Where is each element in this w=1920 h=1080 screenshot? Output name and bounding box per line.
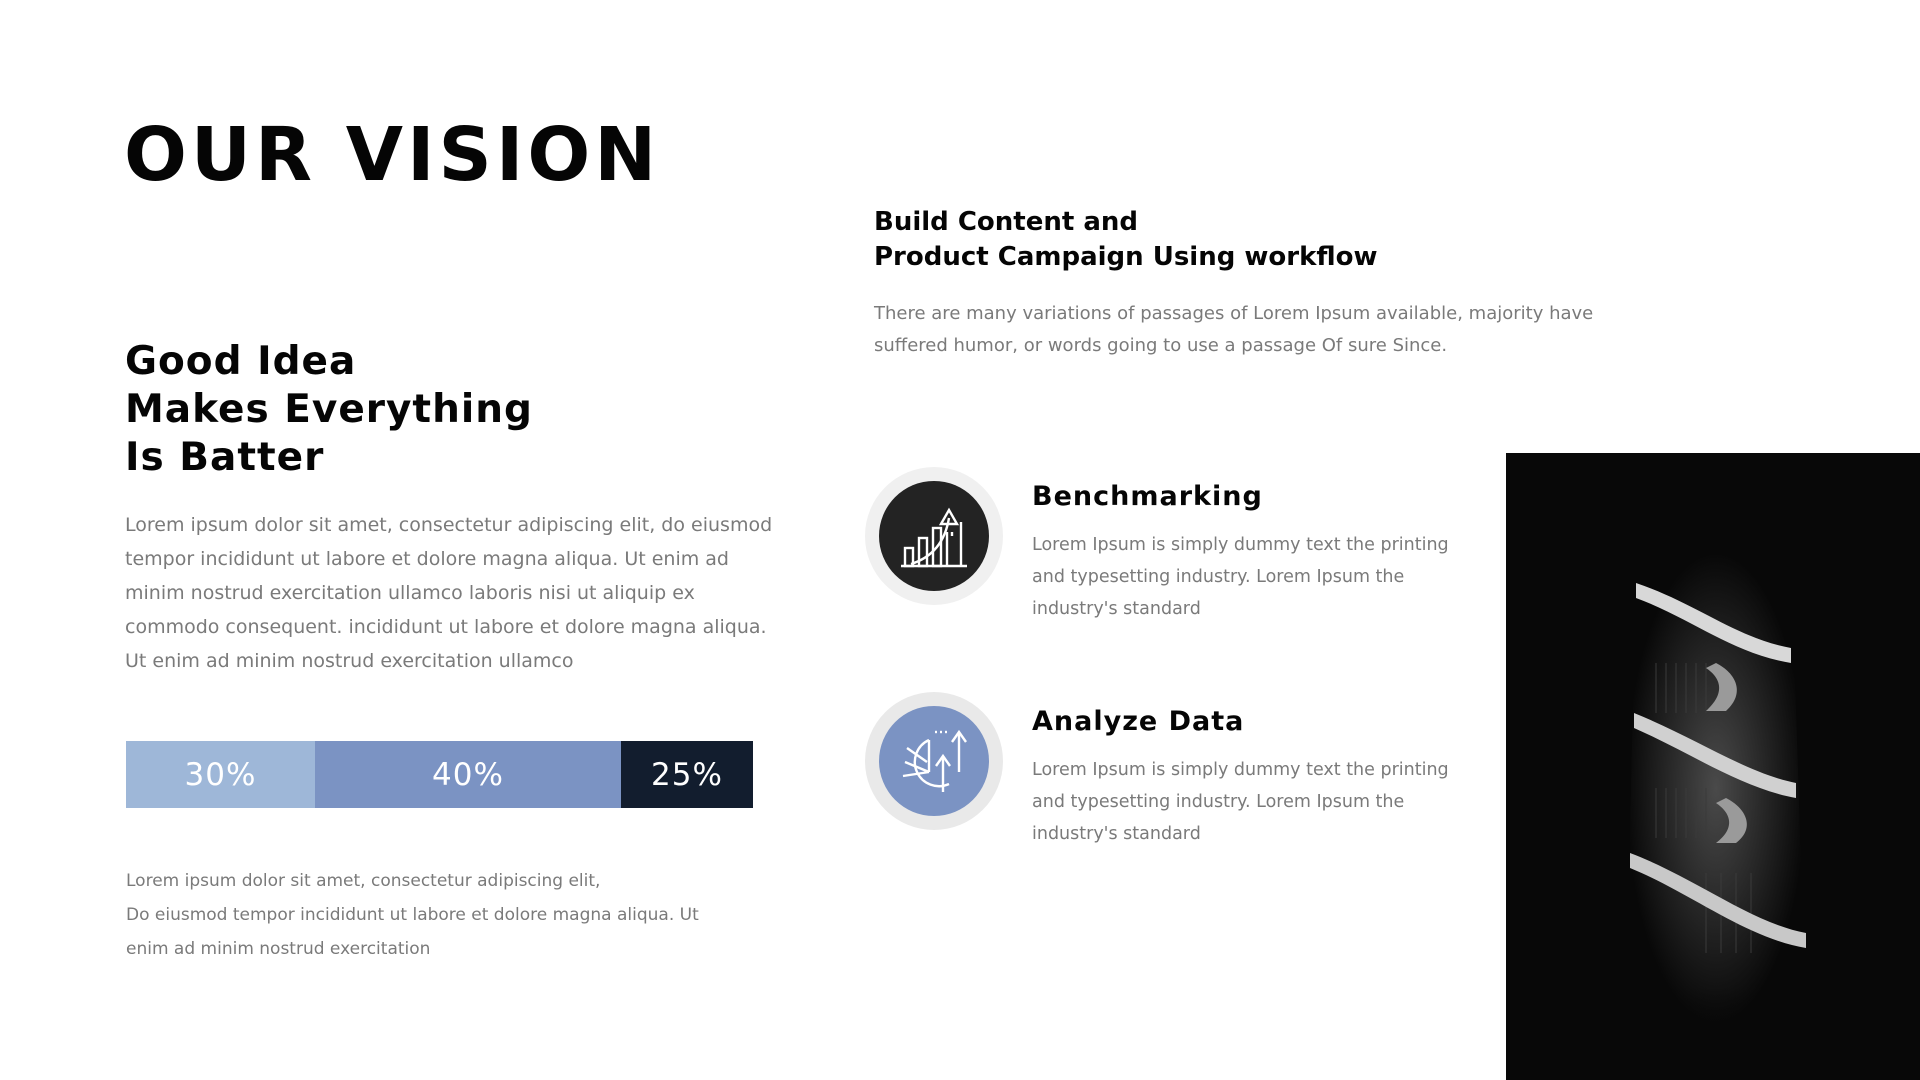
headline-line: Makes Everything	[125, 387, 533, 432]
icon-ring	[865, 467, 1003, 605]
section-body: There are many variations of passages of Lorem Ipsum available, majority have suffered humor, or words going to use a passage Of sure Since.	[874, 303, 1594, 356]
section-heading-line: Build Content and	[874, 207, 1138, 237]
bar-segment-40: 40%	[315, 741, 621, 808]
icon-disc	[879, 706, 989, 816]
feature-benchmarking	[865, 467, 1449, 619]
progress-bar	[126, 741, 753, 808]
headline	[125, 338, 533, 482]
feature-analyze-data	[865, 692, 1449, 844]
icon-ring	[865, 692, 1003, 830]
feature-body: Lorem Ipsum is simply dummy text the printing and typesetting industry. Lorem Ipsum the industry's standard	[1032, 535, 1449, 619]
slide-title: OUR VISION	[124, 112, 661, 198]
feature-title: Benchmarking	[1032, 481, 1263, 512]
section-heading	[874, 205, 1378, 275]
bar-segment-30: 30%	[126, 741, 315, 808]
staircase-image	[1506, 453, 1920, 1080]
feature-body: Lorem Ipsum is simply dummy text the printing and typesetting industry. Lorem Ipsum the industry's standard	[1032, 760, 1449, 844]
intro-paragraph: Lorem ipsum dolor sit amet, consectetur adipiscing elit, do eiusmod tempor incididunt ut labore et dolore magna aliqua. Ut enim ad minim nostrud exercitation ullamco laboris nisi ut aliquip ex commodo consequent. incididunt ut labore et dolore magna aliqua. Ut enim ad minim nostrud exercitation ullamco	[125, 514, 773, 672]
growth-chart-icon	[899, 504, 969, 568]
spiral-staircase-photo	[1506, 453, 1920, 1080]
headline-line: Good Idea	[125, 339, 357, 384]
bar-segment-25: 25%	[621, 741, 753, 808]
caption-line: Lorem ipsum dolor sit amet, consectetur adipiscing elit,	[126, 871, 601, 891]
caption	[126, 864, 726, 966]
pie-chart-growth-icon	[899, 726, 969, 796]
caption-line: enim ad minim nostrud exercitation	[126, 939, 431, 959]
headline-line: Is Batter	[125, 435, 325, 480]
caption-line: Do eiusmod tempor incididunt ut labore et dolore magna aliqua. Ut	[126, 905, 699, 925]
feature-title: Analyze Data	[1032, 706, 1245, 737]
section-heading-line: Product Campaign Using workflow	[874, 242, 1378, 272]
icon-disc	[879, 481, 989, 591]
